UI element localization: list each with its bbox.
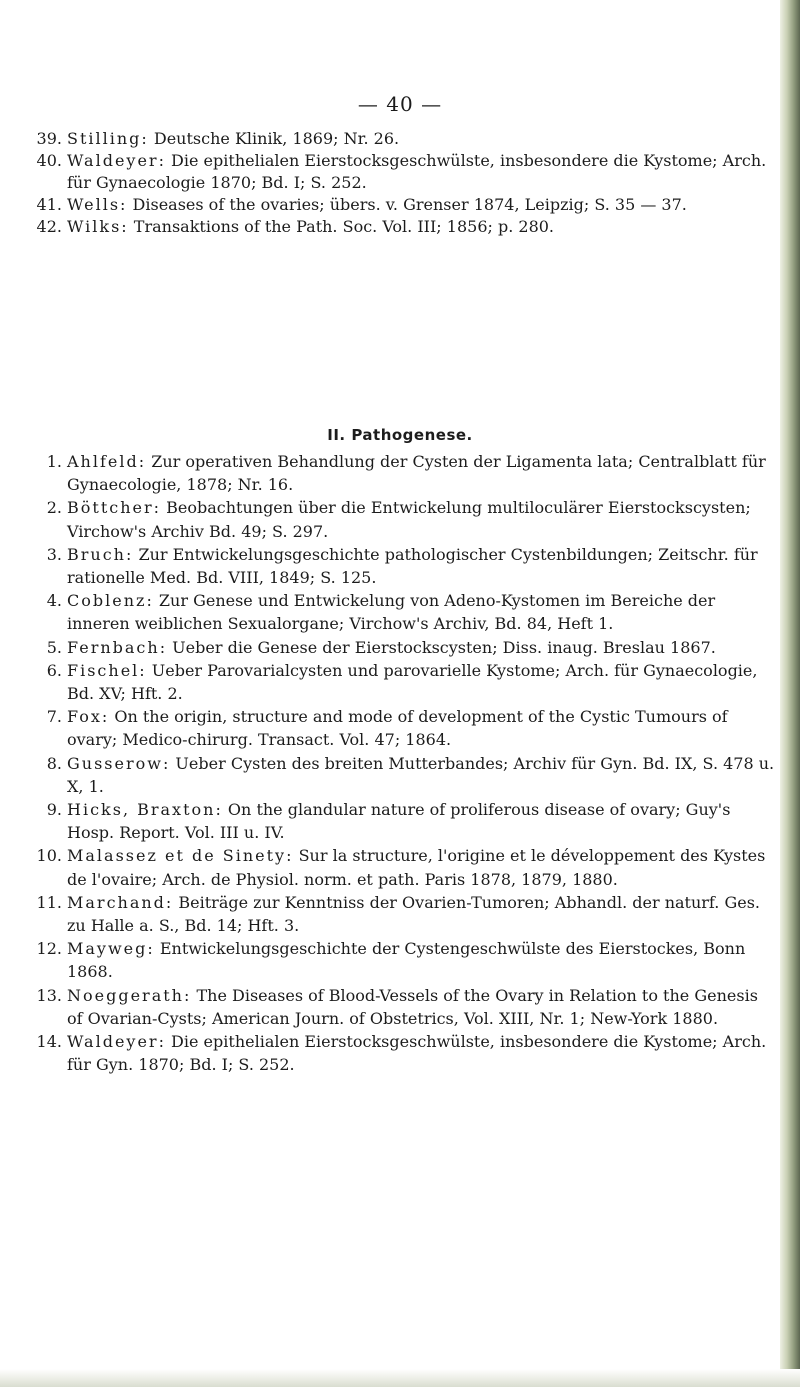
reference-number: 7. bbox=[46, 707, 62, 727]
reference-number: 3. bbox=[46, 544, 62, 564]
reference-text: Entwickelungsgeschichte der Cystengeschwülste des Eierstockes, Bonn 1868. bbox=[67, 939, 746, 982]
reference-number: 4. bbox=[46, 591, 62, 611]
page-bottom-edge bbox=[0, 1369, 800, 1387]
reference-text: The Diseases of Blood-Vessels of the Ovary in Relation to the Genesis of Ovarian-Cysts; American Journ. of Obstetrics, Vol. XIII, Nr. 1; New-York 1880. bbox=[67, 985, 758, 1028]
page-edge-shadow bbox=[780, 0, 800, 1387]
reference-author: Malassez et de Sinety: bbox=[67, 846, 294, 866]
reference-item bbox=[36, 543, 776, 589]
reference-author: Marchand: bbox=[67, 892, 174, 912]
reference-text: Ueber Parovarialcysten und parovarielle Kystome; Arch. für Gynaecologie, Bd. XV; Hft. 2. bbox=[67, 660, 758, 704]
reference-item bbox=[36, 891, 776, 937]
reference-author: Fox: bbox=[67, 707, 110, 727]
reference-number: 9. bbox=[46, 800, 62, 820]
reference-item bbox=[36, 659, 776, 705]
reference-text: On the origin, structure and mode of development of the Cystic Tumours of ovary; Medico-chirurg. Transact. Vol. 47; 1864. bbox=[67, 707, 728, 750]
reference-author: Ahlfeld: bbox=[67, 452, 147, 471]
page-number: — 40 — bbox=[357, 92, 443, 116]
reference-author: Fischel: bbox=[67, 660, 147, 680]
reference-item bbox=[36, 128, 776, 150]
reference-text: Zur operativen Behandlung der Cysten der Ligamenta lata; Centralblatt für Gynaecologie, 1878; Nr. 16. bbox=[67, 452, 766, 495]
reference-number: 6. bbox=[46, 660, 62, 680]
reference-item bbox=[36, 937, 776, 983]
reference-author: Böttcher: bbox=[67, 498, 162, 518]
reference-author: Coblenz: bbox=[67, 591, 154, 611]
reference-text: Beiträge zur Kenntniss der Ovarien-Tumoren; Abhandl. der naturf. Ges. zu Halle a. S., Bd. 14; Hft. 3. bbox=[67, 892, 760, 936]
reference-author: Wilks: bbox=[67, 217, 129, 236]
reference-item bbox=[36, 636, 776, 659]
reference-number: 39. bbox=[36, 129, 62, 148]
reference-text: Zur Entwickelungsgeschichte pathologischer Cystenbildungen; Zeitschr. für rationelle Med. Bd. VIII, 1849; S. 125. bbox=[67, 544, 758, 588]
reference-number: 13. bbox=[36, 985, 62, 1005]
reference-item bbox=[36, 705, 776, 751]
reference-item bbox=[36, 216, 776, 238]
reference-number: 8. bbox=[46, 753, 62, 773]
reference-author: Waldeyer: bbox=[67, 1032, 166, 1052]
reference-text: Ueber die Genese der Eierstockscysten; Diss. inaug. Breslau 1867. bbox=[167, 637, 716, 657]
reference-item bbox=[36, 752, 776, 798]
reference-item bbox=[36, 150, 776, 194]
reference-number: 41. bbox=[36, 195, 62, 214]
reference-item bbox=[36, 798, 776, 844]
reference-text: Die epithelialen Eierstocksgeschwülste, insbesondere die Kystome; Arch. für Gyn. 1870; Bd. I; S. 252. bbox=[67, 1032, 767, 1075]
reference-number: 14. bbox=[36, 1032, 62, 1052]
reference-item bbox=[36, 1030, 776, 1076]
reference-number: 40. bbox=[36, 151, 62, 170]
reference-text: Diseases of the ovaries; übers. v. Grenser 1874, Leipzig; S. 35 — 37. bbox=[127, 195, 687, 214]
reference-text: Transaktions of the Path. Soc. Vol. III; 1856; p. 280. bbox=[128, 217, 555, 236]
reference-author: Wells: bbox=[67, 195, 128, 214]
reference-author: Noeggerath: bbox=[67, 985, 192, 1005]
reference-author: Fernbach: bbox=[67, 637, 168, 657]
reference-text: Ueber Cysten des breiten Mutterbandes; Archiv für Gyn. Bd. IX, S. 478 u. X, 1. bbox=[67, 753, 775, 796]
reference-author: Hicks, Braxton: bbox=[67, 800, 223, 820]
reference-author: Stilling: bbox=[67, 129, 149, 148]
reference-author: Gusserow: bbox=[67, 753, 171, 773]
reference-author: Bruch: bbox=[67, 544, 134, 564]
reference-number: 2. bbox=[46, 498, 62, 518]
reference-number: 5. bbox=[46, 637, 62, 657]
reference-item bbox=[36, 496, 776, 542]
reference-text: Deutsche Klinik, 1869; Nr. 26. bbox=[148, 129, 400, 148]
reference-number: 42. bbox=[36, 217, 62, 236]
reference-text: Zur Genese und Entwickelung von Adeno-Kystomen im Bereiche der inneren weiblichen Sexualorgane; Virchow's Archiv, Bd. 84, Heft 1. bbox=[67, 591, 716, 634]
reference-number: 10. bbox=[36, 846, 62, 866]
reference-text: On the glandular nature of proliferous disease of ovary; Guy's Hosp. Report. Vol. III u. IV. bbox=[67, 800, 731, 843]
section-title: II. Pathogenese. bbox=[327, 426, 473, 444]
reference-list-bottom bbox=[36, 450, 776, 1076]
reference-item bbox=[36, 589, 776, 635]
reference-number: 1. bbox=[46, 452, 62, 471]
reference-author: Mayweg: bbox=[67, 939, 155, 959]
reference-item bbox=[36, 984, 776, 1030]
reference-text: Beobachtungen über die Entwickelung multiloculärer Eierstockscysten; Virchow's Archiv Bd. 49; S. 297. bbox=[67, 498, 751, 541]
reference-list-top bbox=[36, 128, 776, 238]
reference-item bbox=[36, 450, 776, 496]
reference-item bbox=[36, 194, 776, 216]
reference-item bbox=[36, 844, 776, 890]
reference-author: Waldeyer: bbox=[67, 151, 166, 170]
reference-text: Die epithelialen Eierstocksgeschwülste, insbesondere die Kystome; Arch. für Gynaecologie 1870; Bd. I; S. 252. bbox=[67, 151, 767, 192]
reference-text: Sur la structure, l'origine et le développement des Kystes de l'ovaire; Arch. de Physiol. norm. et path. Paris 1878, 1879, 1880. bbox=[67, 846, 766, 889]
reference-number: 12. bbox=[36, 939, 62, 959]
reference-number: 11. bbox=[36, 892, 62, 912]
